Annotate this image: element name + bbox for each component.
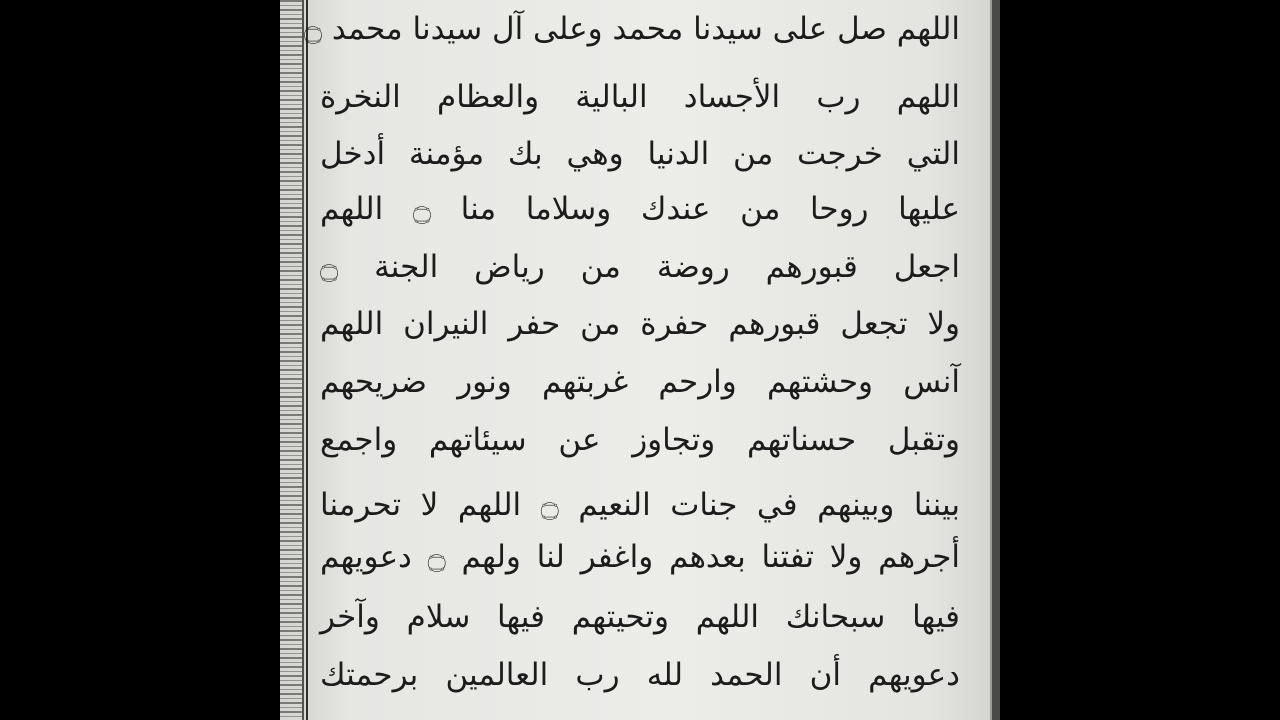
- text-line: عليها روحا من عندك وسلاما منا ۝ اللهم: [320, 191, 960, 227]
- text-line: آنس وحشتهم وارحم غربتهم ونور ضريحهم: [320, 364, 960, 400]
- text-line: اللهم رب الأجساد البالية والعظام النخرة: [320, 79, 960, 115]
- text-line: دعويهم أن الحمد لله رب العالمين برحمتك: [320, 657, 960, 693]
- page-edge: [990, 0, 1000, 720]
- decorative-border: [280, 0, 304, 720]
- text-line: اجعل قبورهم روضة من رياض الجنة ۝: [320, 249, 960, 285]
- prayer-page: [280, 0, 1000, 720]
- text-line: بيننا وبينهم في جنات النعيم ۝ اللهم لا تحرمنا: [320, 487, 960, 523]
- text-line: اللهم صل على سيدنا محمد وعلى آل سيدنا محمد ۝: [303, 11, 960, 47]
- text-line: أجرهم ولا تفتنا بعدهم واغفر لنا ولهم ۝ دعويهم: [320, 539, 961, 575]
- arabic-text-block: [303, 0, 961, 720]
- text-line: فيها سبحانك اللهم وتحيتهم فيها سلام وآخر: [320, 599, 960, 635]
- text-line: وتقبل حسناتهم وتجاوز عن سيئاتهم واجمع: [320, 422, 960, 458]
- text-line: ولا تجعل قبورهم حفرة من حفر النيران اللهم: [320, 306, 960, 342]
- text-line: التي خرجت من الدنيا وهي بك مؤمنة أدخل: [320, 136, 960, 172]
- border-rule: [306, 0, 308, 720]
